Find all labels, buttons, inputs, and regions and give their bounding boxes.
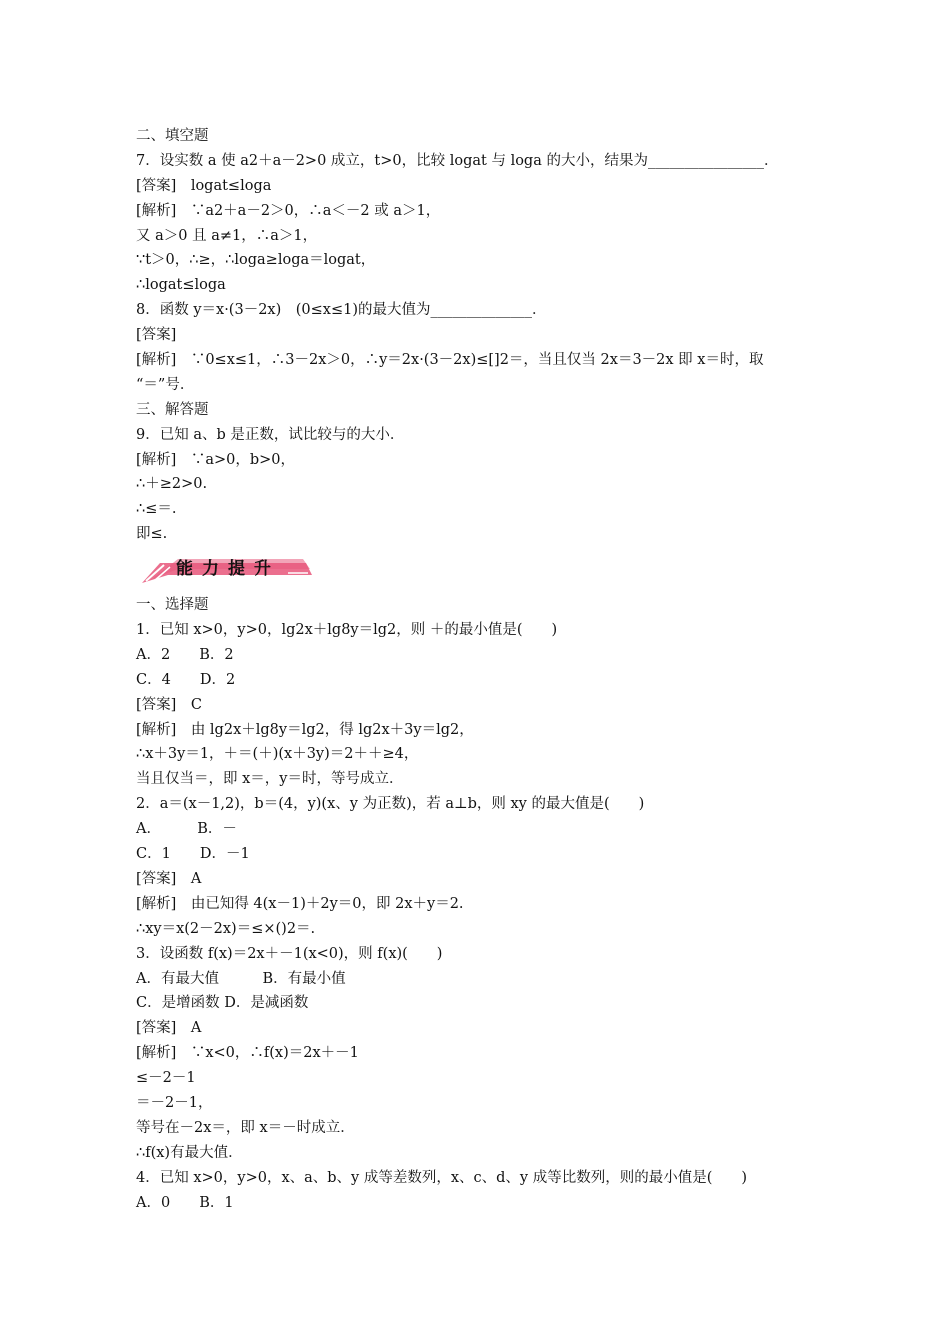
text-line: [答案] A [136,1020,202,1037]
text-line: [答案] C [136,696,202,713]
text-line: A．有最大值 B．有最小值 [136,970,346,987]
text-line: 等号在－2x＝，即 x＝－时成立． [136,1119,355,1136]
text-line: 8．函数 y＝x·(3－2x) (0≤x≤1)的最大值为______________． [136,302,547,319]
text-line: [解析] 由已知得 4(x－1)＋2y＝0，即 2x＋y＝2. [136,895,464,912]
text-line: 4．已知 x>0，y>0，x、a、b、y 成等差数列，x、c、d、y 成等比数列，则的最小值是( ) [136,1169,748,1186]
text-line: 7．设实数 a 使 a2＋a－2>0 成立，t>0，比较 logat 与 loga 的大小，结果为________________． [136,152,779,169]
ability-banner [138,549,826,593]
section-fill-in-and-answer [136,124,826,547]
text-line: 即≤. [136,526,168,543]
text-line: 2．a＝(x－1,2)，b＝(4，y)(x、y 为正数)，若 a⊥b，则 xy 的最大值是( ) [136,796,645,813]
document-body [136,124,826,1215]
text-line: [解析] ∵0≤x≤1，∴3－2x＞0，∴y＝2x·(3－2x)≤[]2＝，当且仅当 2x＝3－2x 即 x＝时，取 [136,352,764,369]
text-line: C．1 D．－1 [136,846,250,863]
text-line: 又 a＞0 且 a≠1，∴a＞1， [136,227,318,244]
text-line: 9．已知 a、b 是正数，试比较与的大小． [136,426,405,443]
text-line: A．0 B．1 [136,1194,234,1211]
text-line: 二、填空题 [136,128,209,144]
text-line: ∴logat≤loga [136,277,226,294]
text-line: C．是增函数 D．是减函数 [136,995,309,1012]
text-line: ∴x＋3y＝1，＋＝(＋)(x＋3y)＝2＋＋≥4， [136,746,419,763]
text-line: C．4 D．2 [136,671,236,688]
text-line: 一、选择题 [136,597,209,614]
text-line: 当且仅当＝，即 x＝，y＝时，等号成立． [136,771,404,788]
text-line: [答案] A [136,870,202,887]
text-line: [解析] ∵x<0，∴f(x)＝2x＋－1 [136,1045,359,1062]
text-line: 3．设函数 f(x)＝2x＋－1(x<0)，则 f(x)( ) [136,945,443,962]
text-line: ≤－2－1 [136,1070,196,1087]
text-line: A．2 B．2 [136,646,234,663]
text-line: “＝”号． [136,376,195,393]
text-line: ∵t＞0，∴≥，∴loga≥loga＝logat， [136,252,376,269]
text-line: ∴＋≥2>0. [136,476,208,493]
text-line: ∴f(x)有最大值． [136,1144,243,1161]
text-line: [答案] logat≤loga [136,177,272,194]
text-line: [解析] ∵a>0，b>0， [136,451,295,468]
text-line: ∴≤＝. [136,501,177,518]
text-line: A． B．－ [136,821,237,838]
text-line: 三、解答题 [136,401,209,418]
text-line: [解析] ∵a2＋a－2＞0，∴a＜－2 或 a＞1， [136,202,441,219]
text-line: ∴xy＝x(2－2x)＝≤×()2＝. [136,920,316,937]
section-ability-improvement [136,593,826,1215]
text-line: [解析] 由 lg2x＋lg8y＝lg2，得 lg2x＋3y＝lg2， [136,721,474,738]
banner-label: 能力提升 [176,559,280,580]
text-line: ＝－2－1， [136,1094,213,1111]
text-line: [答案] [136,327,177,344]
text-line: 1．已知 x>0，y>0，lg2x＋lg8y＝lg2，则 ＋的最小值是( ) [136,622,558,639]
